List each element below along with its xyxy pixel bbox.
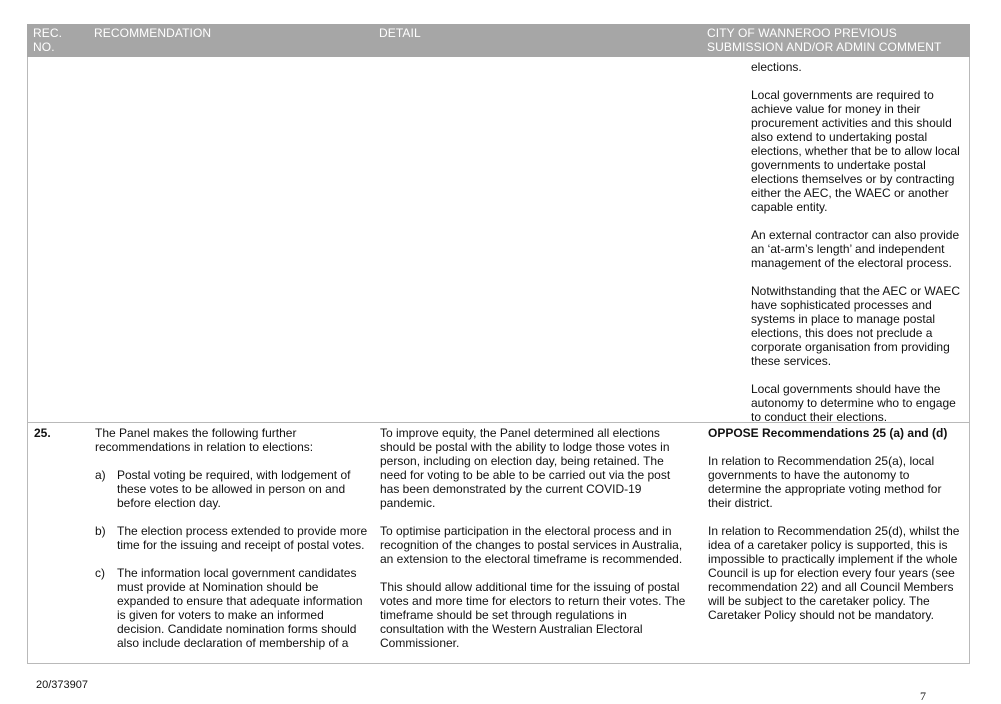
recommendation-intro: The Panel makes the following further recommendations in relation to elections: — [95, 426, 314, 454]
comment-paragraph: In relation to Recommendation 25(d), whilst the idea of a caretaker policy is supported, this is impossible to practically implement if the whole Council is up for election every four years (see recommendation 22) and all Council Members will be subject to the caretaker policy. The Caretaker Policy should not be mandatory. — [708, 524, 960, 622]
list-item-text: The information local government candidates must provide at Nomination should be expanded to ensure that adequate information is given for voters to make an informed decision. Candidate nomination forms should also include declaration of membership of a — [117, 566, 363, 650]
continued-comment-cell — [751, 60, 967, 424]
list-marker: a) — [95, 468, 106, 482]
detail-paragraph: To improve equity, the Panel determined all elections should be postal with the ability to lodge those votes in person, including on election day, being retained. The need for voting to be able to be carried out via the post has been demonstrated by the current COVID-19 pandemic. — [380, 426, 671, 510]
page-number: 7 — [920, 689, 926, 703]
comment-cell — [708, 426, 966, 622]
list-marker: c) — [95, 566, 105, 580]
row-divider — [27, 422, 970, 423]
header-detail: DETAIL — [379, 26, 421, 40]
header-comment: CITY OF WANNEROO PREVIOUS SUBMISSION AND/OR ADMIN COMMENT — [707, 26, 942, 54]
detail-paragraph: This should allow additional time for the issuing of postal votes and more time for electors to return their votes. The timeframe should be set through regulations in consultation with the Western Australian Electoral Commissioner. — [380, 580, 686, 650]
comment-paragraph: Local governments should have the autonomy to determine who to engage to conduct their elections. — [751, 382, 956, 424]
comment-paragraph: In relation to Recommendation 25(a), local governments to have the autonomy to determine the appropriate voting method for their district. — [708, 454, 942, 510]
detail-paragraph: To optimise participation in the electoral process and in recognition of the changes to postal services in Australia, an extension to the electoral timeframe is recommended. — [380, 524, 683, 566]
comment-paragraph: Local governments are required to achieve value for money in their procurement activities and this should also extend to undertaking postal elections, whether that be to allow local governments to undertake postal elections themselves or by contracting either the AEC, the WAEC or another capable entity. — [751, 88, 960, 214]
header-rec-no: REC. NO. — [33, 26, 63, 54]
table-header — [27, 24, 970, 57]
comment-heading: OPPOSE Recommendations 25 (a) and (d) — [708, 426, 948, 440]
list-item — [95, 566, 371, 650]
list-item — [95, 524, 371, 552]
comment-paragraph: Notwithstanding that the AEC or WAEC have sophisticated processes and systems in place to manage postal elections, this does not preclude a corporate organisation from providing these services. — [751, 284, 960, 368]
header-recommendation: RECOMMENDATION — [94, 26, 212, 40]
list-item-text: Postal voting be required, with lodgement of these votes to be allowed in person on and before election day. — [117, 468, 351, 510]
detail-cell — [380, 426, 692, 650]
list-item — [95, 468, 371, 510]
comment-paragraph: An external contractor can also provide an ‘at-arm’s length’ and independent management of the electoral process. — [751, 228, 960, 270]
list-item-text: The election process extended to provide more time for the issuing and receipt of postal votes. — [117, 524, 368, 552]
list-marker: b) — [95, 524, 106, 538]
document-reference: 20/373907 — [36, 679, 88, 691]
recommendation-cell — [95, 426, 371, 664]
comment-paragraph: elections. — [751, 60, 802, 74]
recommendations-table — [27, 24, 970, 664]
rec-number: 25. — [34, 426, 51, 440]
